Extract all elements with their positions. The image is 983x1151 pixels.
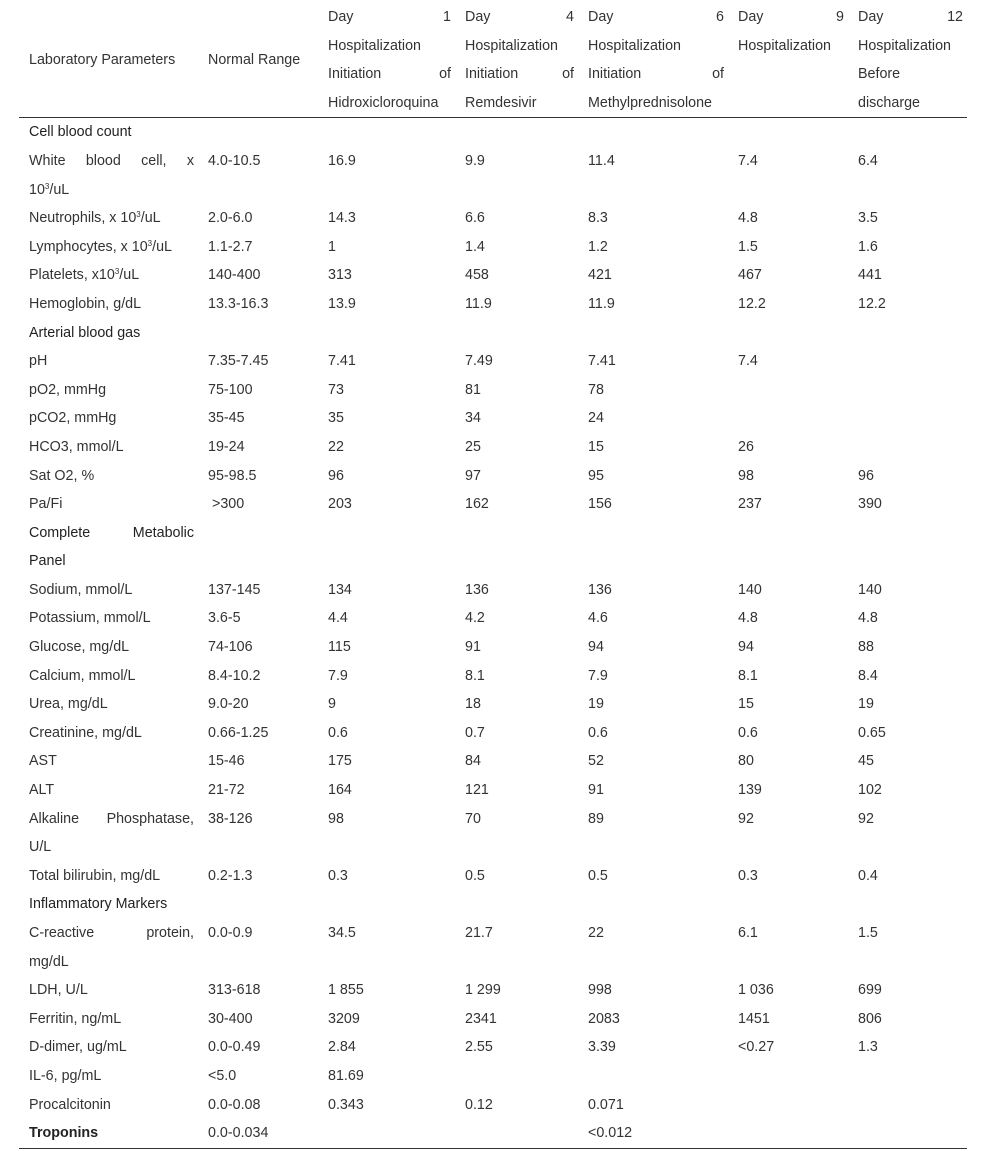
value-cell: 0.5 [588, 867, 608, 884]
parameter-cell: LDH, U/L [29, 982, 88, 999]
value-cell: <0.012 [578, 1119, 728, 1148]
value-cell: 11.9 [465, 295, 492, 312]
value-cell: 1451 [738, 1010, 770, 1027]
value-cell: 16.9 [328, 152, 356, 169]
table-row [19, 1005, 967, 1034]
value-cell: 0.12 [465, 1096, 493, 1113]
value-cell: 2083 [588, 1010, 620, 1027]
value-cell [455, 1062, 578, 1091]
normal-range-cell: 74-106 [208, 639, 253, 656]
value-cell: 121 [465, 782, 489, 799]
value-cell: 1 [328, 238, 336, 255]
table-row [19, 433, 967, 462]
value-cell: 94 [738, 639, 754, 656]
value-cell: 0.4 [858, 867, 878, 884]
value-cell: 203 [328, 496, 352, 513]
table-row [19, 633, 967, 662]
normal-range-cell: 0.0-0.9 [208, 925, 253, 941]
section-row [19, 519, 967, 576]
header-row [19, 3, 967, 118]
value-cell: 11.4 [588, 152, 615, 169]
value-cell: 13.9 [328, 295, 356, 312]
label-part: protein, [146, 925, 194, 941]
value-cell [728, 1062, 848, 1091]
header-hospitalization: Hospitalization [328, 37, 421, 54]
table-row [19, 776, 967, 805]
value-cell: 136 [465, 581, 489, 598]
value-cell [728, 404, 848, 433]
header-normal-range: Normal Range [198, 3, 318, 118]
value-cell: 3.39 [588, 1039, 616, 1056]
value-cell: 92 [858, 810, 874, 827]
value-cell: 92 [738, 810, 754, 827]
value-cell: 134 [328, 581, 352, 598]
header-day-word: Day [328, 9, 354, 25]
value-cell [848, 1119, 967, 1148]
value-cell: 0.5 [465, 867, 485, 884]
normal-range-cell: 0.0-0.034 [198, 1119, 318, 1148]
parameter-cell: Sodium, mmol/L [29, 581, 133, 598]
value-cell: 12.2 [738, 295, 766, 312]
normal-range-cell: 4.0-10.5 [208, 152, 261, 169]
normal-range-cell: 0.0-0.08 [208, 1096, 261, 1113]
value-cell: 70 [465, 810, 481, 827]
value-cell: 6.1 [738, 925, 758, 941]
parameter-cell: Hemoglobin, g/dL [29, 295, 142, 312]
table-row [19, 747, 967, 776]
value-cell: 22 [328, 438, 344, 455]
value-cell: 4.8 [858, 610, 878, 627]
header-parameter: Laboratory Parameters [19, 3, 198, 118]
value-cell: 3209 [328, 1010, 360, 1027]
section-inflammatory-markers: Inflammatory Markers [29, 896, 168, 913]
value-cell: 34 [465, 410, 481, 427]
value-cell: 19 [588, 696, 604, 713]
value-cell: 140 [738, 581, 762, 598]
normal-range-cell: 1.1-2.7 [208, 238, 253, 255]
value-cell [578, 1062, 728, 1091]
normal-range-cell: <5.0 [208, 1067, 237, 1084]
header-hospitalization: Hospitalization [738, 37, 831, 54]
value-cell: 4.8 [738, 610, 758, 627]
value-cell: 12.2 [858, 295, 886, 312]
value-cell [848, 347, 967, 376]
value-cell: 458 [465, 267, 489, 284]
header-day-9 [728, 3, 848, 118]
normal-range-cell: 35-45 [208, 410, 245, 427]
header-day-6 [578, 3, 728, 118]
normal-range-cell: 9.0-20 [208, 696, 249, 713]
value-cell [728, 1091, 848, 1120]
table-row [19, 604, 967, 633]
value-cell: 91 [588, 782, 604, 799]
value-cell: 96 [328, 467, 344, 484]
table-row [19, 1091, 967, 1120]
section-label-part: Complete [29, 524, 91, 541]
header-day-word: Day [858, 9, 884, 25]
parameter-cell: AST [29, 753, 57, 770]
normal-range-cell: 15-46 [208, 753, 245, 770]
value-cell: 1.4 [465, 238, 485, 255]
value-cell: 1.6 [858, 238, 878, 255]
value-cell: 4.4 [328, 610, 348, 627]
normal-range-cell: 19-24 [208, 438, 245, 455]
value-cell: 102 [858, 782, 882, 799]
normal-range-cell: 30-400 [208, 1010, 253, 1027]
value-cell: 24 [588, 410, 604, 427]
label-part: x [186, 152, 194, 169]
value-cell: 139 [738, 782, 762, 799]
section-label-part: Metabolic [132, 524, 194, 541]
label-part: 10 [29, 181, 45, 198]
table-row [19, 261, 967, 290]
value-cell: 998 [588, 982, 612, 999]
parameter-cell: Calcium, mmol/L [29, 667, 136, 684]
value-cell: 88 [858, 639, 874, 656]
value-cell: 6.4 [858, 152, 878, 169]
parameter-cell: Sat O2, % [29, 467, 95, 484]
value-cell: 1.5 [858, 925, 878, 941]
table-row [19, 347, 967, 376]
parameter-cell: Potassium, mmol/L [29, 610, 151, 627]
value-cell: 95 [588, 467, 604, 484]
table-row [19, 233, 967, 262]
normal-range-cell: 21-72 [208, 782, 245, 799]
value-cell: 1.3 [858, 1039, 878, 1056]
parameter-cell: pCO2, mmHg [29, 410, 117, 427]
label-part: /uL [140, 210, 161, 227]
header-of: of [562, 66, 574, 83]
header-day-word: Day [588, 9, 614, 25]
value-cell: 2.55 [465, 1039, 493, 1056]
value-cell: 8.1 [465, 667, 485, 684]
section-label-part: Panel [29, 553, 66, 570]
value-cell: 0.6 [328, 724, 348, 741]
value-cell: 1 036 [738, 982, 774, 999]
table-row [19, 376, 967, 405]
value-cell: 0.65 [858, 724, 886, 741]
value-cell: 89 [588, 810, 604, 827]
parameter-cell [19, 204, 198, 233]
parameter-cell: Procalcitonin [29, 1096, 111, 1113]
parameter-cell: Ferritin, ng/mL [29, 1010, 122, 1027]
value-cell: 0.6 [738, 724, 758, 741]
superscript: 3 [147, 238, 153, 248]
value-cell: 26 [738, 438, 754, 455]
value-cell: 98 [328, 810, 344, 827]
value-cell: 19 [858, 696, 874, 713]
value-cell: 52 [588, 753, 604, 770]
value-cell: 0.7 [465, 724, 485, 741]
value-cell [848, 376, 967, 405]
section-complete-metabolic-panel [19, 519, 198, 576]
table-row [19, 1119, 967, 1148]
section-row [19, 118, 967, 147]
table-row [19, 805, 967, 862]
parameter-cell: Total bilirubin, mg/dL [29, 867, 161, 884]
label-part: /uL [152, 238, 172, 255]
normal-range-cell: 140-400 [208, 267, 261, 284]
table-row [19, 919, 967, 976]
parameter-cell: Pa/Fi [29, 496, 63, 513]
header-drug: Methylprednisolone [588, 94, 712, 111]
parameter-cell: IL-6, pg/mL [29, 1067, 102, 1084]
value-cell: 34.5 [328, 925, 356, 941]
value-cell: 8.1 [738, 667, 758, 684]
value-cell: 7.9 [588, 667, 608, 684]
value-cell: 81 [465, 381, 481, 398]
label-part: /uL [49, 181, 70, 198]
header-day-12 [848, 3, 967, 118]
value-cell: 84 [465, 753, 481, 770]
parameter-cell [19, 233, 198, 262]
lab-results-table [19, 3, 967, 1149]
header-day-number: 12 [947, 9, 963, 25]
header-day-number: 9 [836, 9, 844, 25]
normal-range-cell: 313-618 [208, 982, 261, 999]
value-cell: 1.5 [738, 238, 758, 255]
header-initiation: Initiation [588, 66, 642, 83]
header-day-number: 4 [566, 9, 574, 25]
value-cell: 96 [858, 467, 874, 484]
value-cell: 81.69 [328, 1067, 364, 1084]
value-cell: 15 [738, 696, 754, 713]
value-cell: 421 [588, 267, 612, 284]
value-cell [848, 404, 967, 433]
value-cell: <0.27 [738, 1039, 775, 1056]
value-cell: 164 [328, 782, 352, 799]
normal-range-cell: 13.3-16.3 [208, 295, 269, 312]
header-hospitalization: Hospitalization [858, 37, 951, 54]
header-drug: Remdesivir [465, 94, 537, 111]
header-of: of [712, 66, 724, 83]
parameter-cell: HCO3, mmol/L [29, 438, 124, 455]
value-cell: 73 [328, 381, 344, 398]
value-cell: 94 [588, 639, 604, 656]
parameter-cell [19, 261, 198, 290]
parameter-cell: ALT [29, 782, 55, 799]
header-discharge: discharge [858, 94, 920, 111]
parameter-cell: Glucose, mg/dL [29, 639, 130, 656]
table-row [19, 404, 967, 433]
normal-range-cell: 8.4-10.2 [208, 667, 261, 684]
parameter-cell [19, 147, 198, 204]
value-cell: 97 [465, 467, 481, 484]
normal-range-cell: 95-98.5 [208, 467, 257, 484]
value-cell: 15 [588, 438, 604, 455]
section-row [19, 890, 967, 919]
value-cell: 7.9 [328, 667, 348, 684]
value-cell: 699 [858, 982, 882, 999]
table-row [19, 976, 967, 1005]
parameter-cell: pH [29, 353, 48, 370]
value-cell: 11.9 [588, 295, 615, 312]
normal-range-cell: 137-145 [208, 581, 261, 598]
value-cell [848, 433, 967, 462]
table-body [19, 118, 967, 1148]
normal-range-cell: 7.35-7.45 [208, 353, 269, 370]
value-cell: 18 [465, 696, 481, 713]
value-cell: 35 [328, 410, 344, 427]
label-part: C-reactive [29, 925, 95, 941]
value-cell [318, 1119, 455, 1148]
value-cell: 2.84 [328, 1039, 356, 1056]
value-cell: 4.8 [738, 210, 758, 227]
label-part: Lymphocytes, x 10 [29, 238, 148, 255]
value-cell [848, 1091, 967, 1120]
value-cell: 45 [858, 753, 874, 770]
normal-range-cell: 0.66-1.25 [208, 724, 269, 741]
value-cell: 1.2 [588, 238, 608, 255]
table-header [19, 3, 967, 118]
value-cell: 8.4 [858, 667, 878, 684]
parameter-cell: Troponins [19, 1119, 198, 1148]
label-part: U/L [29, 839, 52, 856]
normal-range-cell: 0.0-0.49 [208, 1039, 261, 1056]
header-hospitalization: Hospitalization [465, 37, 558, 54]
value-cell: 162 [465, 496, 489, 513]
value-cell: 22 [588, 925, 604, 941]
table-row [19, 662, 967, 691]
superscript: 3 [136, 210, 141, 220]
label-part: White [29, 152, 66, 169]
value-cell: 4.6 [588, 610, 608, 627]
header-drug: Hidroxicloroquina [328, 94, 439, 111]
header-initiation: Initiation [465, 66, 519, 83]
value-cell [728, 1119, 848, 1148]
section-cell-blood-count: Cell blood count [29, 124, 132, 141]
value-cell [455, 1119, 578, 1148]
value-cell: 25 [465, 438, 481, 455]
value-cell [728, 376, 848, 405]
header-day-word: Day [465, 9, 491, 25]
table-row [19, 576, 967, 605]
label-part: blood [85, 152, 121, 169]
value-cell: 7.49 [465, 353, 493, 370]
parameter-cell: Creatinine, mg/dL [29, 724, 142, 741]
table-row [19, 1062, 967, 1091]
value-cell: 237 [738, 496, 762, 513]
parameter-cell: D-dimer, ug/mL [29, 1039, 127, 1056]
table-row [19, 719, 967, 748]
value-cell: 2341 [465, 1010, 497, 1027]
header-day-number: 1 [443, 9, 451, 25]
table-row [19, 462, 967, 491]
value-cell: 313 [328, 267, 352, 284]
value-cell: 4.2 [465, 610, 485, 627]
value-cell: 441 [858, 267, 882, 284]
value-cell: 140 [858, 581, 882, 598]
value-cell: 136 [588, 581, 612, 598]
value-cell: 0.3 [328, 867, 348, 884]
value-cell: 1 855 [328, 982, 364, 999]
label-part: /uL [119, 267, 140, 284]
value-cell: 7.4 [738, 353, 758, 370]
header-before: Before [858, 66, 901, 83]
header-day-number: 6 [716, 9, 724, 25]
label-part: Alkaline [29, 810, 80, 827]
value-cell: 0.071 [588, 1096, 624, 1113]
value-cell: 0.3 [738, 867, 758, 884]
value-cell: 9.9 [465, 152, 485, 169]
header-day-1 [318, 3, 455, 118]
table-row [19, 690, 967, 719]
normal-range-cell: 38-126 [208, 810, 253, 827]
value-cell: 1 299 [465, 982, 501, 999]
table-row [19, 204, 967, 233]
normal-range-cell: 2.0-6.0 [208, 210, 253, 227]
table-row [19, 1033, 967, 1062]
label-part: mg/dL [29, 953, 69, 970]
section-arterial-blood-gas: Arterial blood gas [29, 324, 141, 341]
value-cell: 7.4 [738, 152, 758, 169]
normal-range-cell: 75-100 [208, 381, 253, 398]
table-row [19, 290, 967, 319]
value-cell: 390 [858, 496, 882, 513]
label-part: Phosphatase, [106, 810, 194, 827]
value-cell: 0.6 [588, 724, 608, 741]
parameter-cell: Urea, mg/dL [29, 696, 108, 713]
table-row [19, 147, 967, 204]
header-hospitalization: Hospitalization [588, 37, 681, 54]
table-row [19, 862, 967, 891]
header-day-4 [455, 3, 578, 118]
label-part: cell, [141, 152, 167, 169]
value-cell: 3.5 [858, 210, 878, 227]
superscript: 3 [114, 267, 120, 277]
value-cell: 467 [738, 267, 762, 284]
value-cell: 7.41 [588, 353, 616, 370]
value-cell: 6.6 [465, 210, 485, 227]
value-cell: 8.3 [588, 210, 608, 227]
value-cell: 115 [328, 639, 351, 656]
table-row [19, 490, 967, 519]
value-cell: 21.7 [465, 925, 493, 941]
value-cell: 156 [588, 496, 612, 513]
header-of: of [439, 66, 451, 83]
header-initiation: Initiation [328, 66, 382, 83]
value-cell: 7.41 [328, 353, 356, 370]
label-part: Platelets, x10 [29, 267, 115, 284]
value-cell: 80 [738, 753, 754, 770]
normal-range-cell: >300 [212, 496, 245, 513]
value-cell: 78 [588, 381, 604, 398]
label-part: Neutrophils, x 10 [29, 210, 137, 227]
value-cell: 806 [858, 1010, 882, 1027]
parameter-cell [19, 805, 198, 862]
value-cell: 98 [738, 467, 754, 484]
parameter-cell [19, 919, 198, 976]
superscript: 3 [44, 181, 50, 191]
parameter-cell: pO2, mmHg [29, 381, 107, 398]
section-row [19, 319, 967, 348]
header-day-word: Day [738, 9, 764, 25]
normal-range-cell: 3.6-5 [208, 610, 241, 627]
value-cell [848, 1062, 967, 1091]
value-cell: 0.343 [328, 1096, 364, 1113]
normal-range-cell: 0.2-1.3 [208, 867, 253, 884]
value-cell: 9 [328, 696, 336, 713]
value-cell: 14.3 [328, 210, 356, 227]
value-cell: 175 [328, 753, 352, 770]
value-cell: 91 [465, 639, 481, 656]
